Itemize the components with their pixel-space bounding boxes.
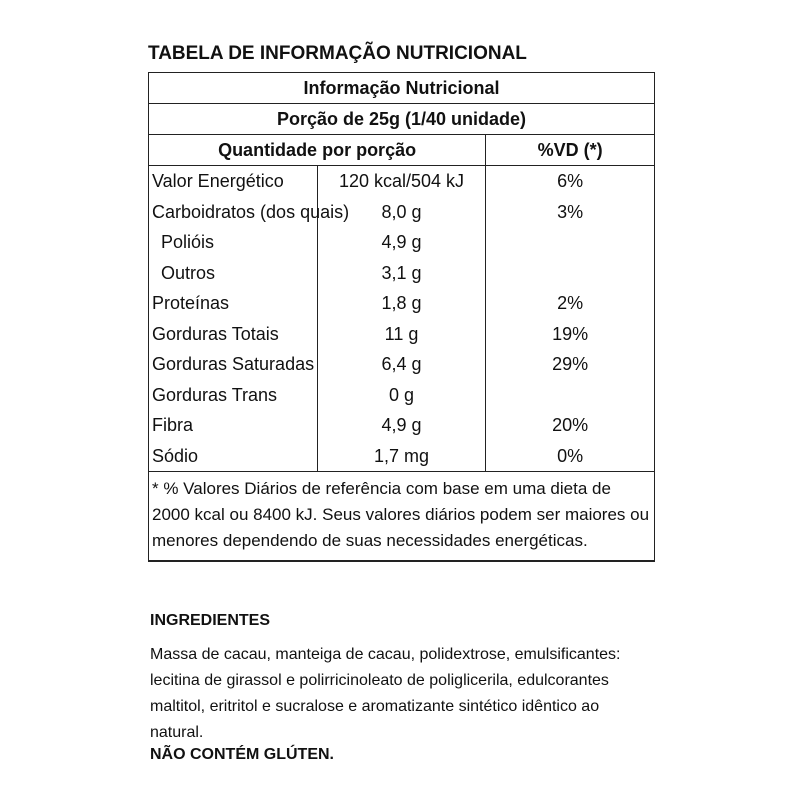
table-header: Informação Nutricional: [149, 73, 654, 104]
table-row: [149, 197, 654, 228]
nutrient-name: Outros: [149, 258, 317, 289]
gluten-notice: NÃO CONTÉM GLÚTEN.: [150, 746, 334, 763]
nutrient-quantity: 1,8 g: [317, 288, 485, 319]
nutrient-vd: [486, 258, 654, 289]
nutrient-quantity: 1,7 mg: [317, 441, 485, 472]
table-row: [149, 319, 654, 350]
column-header-vd: %VD (*): [486, 135, 654, 166]
nutrient-name: Fibra: [149, 410, 317, 441]
ingredients-title: INGREDIENTES: [150, 612, 271, 629]
table-row: [149, 288, 654, 319]
nutrient-name: Gorduras Totais: [149, 319, 317, 350]
column-header-quantity: Quantidade por porção: [149, 135, 486, 166]
portion-row: Porção de 25g (1/40 unidade): [149, 104, 654, 135]
nutrient-name: Gorduras Saturadas: [149, 349, 317, 380]
nutrient-vd: 20%: [486, 410, 654, 441]
nutrient-name: Sódio: [149, 441, 317, 472]
nutrient-name: Gorduras Trans: [149, 380, 317, 411]
table-footnote: * % Valores Diários de referência com base em uma dieta de 2000 kcal ou 8400 kJ. Seus valores diários podem ser maiores ou menores dependendo de suas necessidades energéticas.: [149, 472, 654, 561]
table-row: [149, 166, 654, 197]
nutrient-vd: 19%: [486, 319, 654, 350]
nutrient-vd: [486, 227, 654, 258]
table-row: [149, 349, 654, 380]
nutrient-name: Polióis: [149, 227, 317, 258]
table-row: [149, 410, 654, 441]
table-row: [149, 258, 654, 289]
nutrient-vd: [486, 380, 654, 411]
table-row: [149, 227, 654, 258]
nutrient-vd: 6%: [486, 166, 654, 197]
nutrient-name: Carboidratos (dos quais): [149, 197, 317, 228]
nutrition-table: [148, 72, 655, 562]
nutrient-vd: 29%: [486, 349, 654, 380]
nutrient-vd: 2%: [486, 288, 654, 319]
nutrient-quantity: 0 g: [317, 380, 485, 411]
nutrient-vd: 3%: [486, 197, 654, 228]
section-title: TABELA DE INFORMAÇÃO NUTRICIONAL: [148, 43, 527, 64]
nutrient-quantity: 11 g: [317, 319, 485, 350]
table-row: [149, 441, 654, 472]
nutrient-name: Valor Energético: [149, 166, 317, 197]
ingredients-text: Massa de cacau, manteiga de cacau, polidextrose, emulsificantes: lecitina de girassol e polirricinoleato de poliglicerila, edulcorantes maltitol, eritritol e sucralose e aromatizante sintético idêntico ao natural.: [150, 646, 621, 741]
nutrient-quantity: 3,1 g: [317, 258, 485, 289]
nutrient-name: Proteínas: [149, 288, 317, 319]
table-row: [149, 380, 654, 411]
nutrient-vd: 0%: [486, 441, 654, 472]
nutrient-quantity: 6,4 g: [317, 349, 485, 380]
nutrient-quantity: 4,9 g: [317, 410, 485, 441]
nutrient-quantity: 8,0 g: [317, 197, 485, 228]
nutrient-quantity: 120 kcal/504 kJ: [317, 166, 485, 197]
nutrient-quantity: 4,9 g: [317, 227, 485, 258]
